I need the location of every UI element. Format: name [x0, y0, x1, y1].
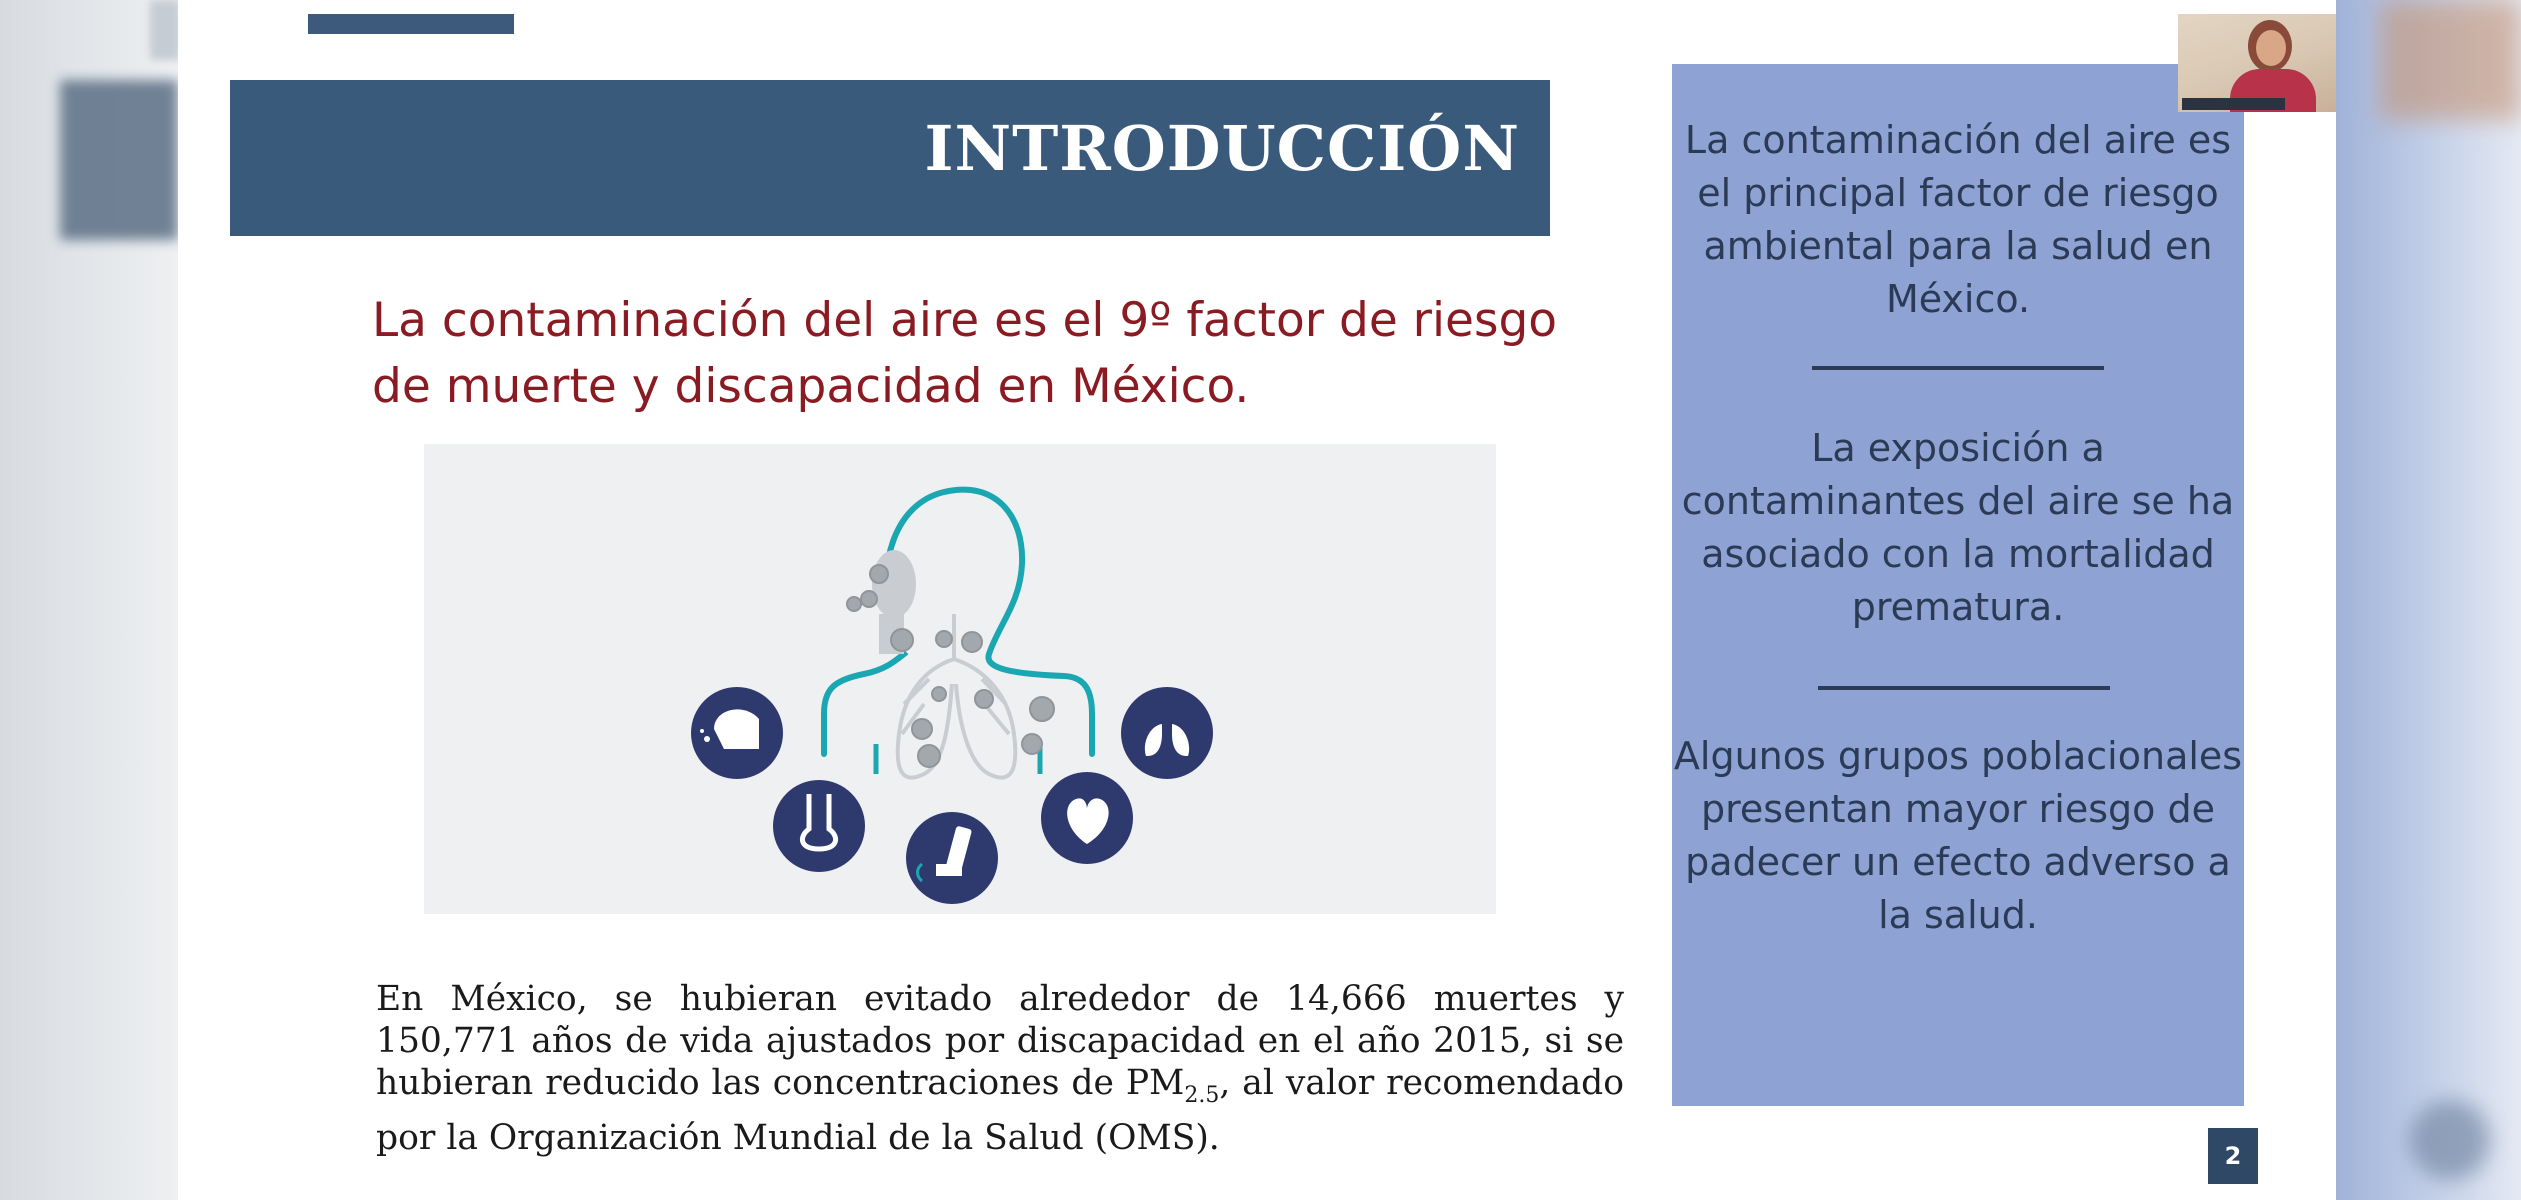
body-text-end: , al valor recomendado por la Organización Mundial de la Salud (OMS). [376, 1063, 1624, 1158]
slide-title: INTRODUCCIÓN [924, 112, 1520, 185]
nose-icon [773, 780, 865, 872]
respiratory-system-graphic [424, 444, 1496, 914]
background-blur-shadow [2410, 1100, 2490, 1180]
body-text-start: En México, se hubieran evitado alrededor de 14,666 muertes y 150,771 años de vida ajustados por discapacidad en el año 2015, si se hubieran reducido las concentraciones de PM [376, 979, 1624, 1103]
webcam-name-label [2182, 98, 2285, 110]
body-paragraph [376, 978, 1624, 1159]
background-right [2336, 0, 2521, 1200]
inhaler-icon [906, 812, 998, 904]
background-blur-block [60, 80, 178, 240]
top-accent-bar [308, 14, 514, 34]
heart-icon [1041, 772, 1133, 864]
side-panel-item: Algunos grupos poblacionales presentan mayor riesgo de padecer un efecto adverso a la salud. [1673, 734, 2243, 937]
side-panel-divider [1812, 366, 2104, 370]
presenter-face [2256, 30, 2286, 66]
pm-subscript: 2.5 [1184, 1083, 1220, 1108]
info-side-panel [1672, 64, 2244, 1106]
side-panel-item: La exposición a contaminantes del aire se ha asociado con la mortalidad prematura. [1681, 426, 2235, 629]
slide-headline: La contaminación del aire es el 9º factor de riesgo de muerte y discapacidad en México. [372, 293, 1558, 414]
webcam-thumbnail[interactable] [2178, 14, 2336, 112]
background-blur-block [150, 0, 180, 60]
side-panel-divider [1818, 686, 2110, 690]
slide-page-number: 2 [2208, 1128, 2258, 1184]
side-panel-item: La contaminación del aire es el principal factor de riesgo ambiental para la salud en México. [1684, 118, 2232, 321]
mouth-icon [691, 687, 783, 779]
lungs-icon [1121, 687, 1213, 779]
respiratory-illustration [424, 444, 1496, 914]
background-blur-face [2380, 0, 2521, 120]
